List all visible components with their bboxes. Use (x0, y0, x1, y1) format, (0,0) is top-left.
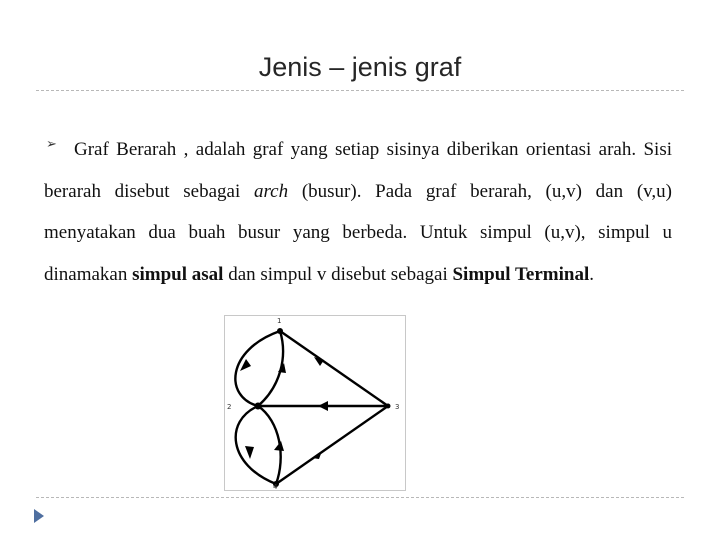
node-label-1: 1 (277, 317, 282, 325)
triangle-nav-icon[interactable] (33, 508, 45, 524)
directed-graph-diagram (224, 315, 406, 491)
paragraph-text-2: (busur). Pada graf berarah, (u,v) dan (v,u) menyatakan dua buah busur yang berbeda. Untuk simpul (u,v), simpul u dinamakan (44, 180, 673, 285)
node-label-2: 2 (227, 403, 232, 411)
node-2 (255, 403, 262, 410)
term-arch: arch (253, 180, 289, 202)
paragraph-text-4: . (589, 263, 594, 285)
arrow-bullet-icon: ➢ (46, 137, 57, 152)
footer-divider (36, 497, 684, 498)
body-paragraph (44, 129, 672, 295)
node-1 (277, 328, 283, 334)
title-divider (36, 90, 684, 91)
term-simpul-asal: simpul asal (132, 263, 224, 285)
node-label-3: 3 (395, 403, 400, 411)
paragraph-text-3: dan simpul v disebut sebagai (223, 263, 453, 285)
slide-title: Jenis – jenis graf (258, 52, 462, 82)
term-simpul-terminal: Simpul Terminal (452, 263, 590, 285)
node-label-4: 4 (273, 483, 278, 491)
node-3 (386, 404, 391, 409)
paragraph-text-1: Graf Berarah , adalah graf yang setiap sisinya diberikan orientasi arah. Sisi berarah disebut sebagai (44, 139, 672, 202)
